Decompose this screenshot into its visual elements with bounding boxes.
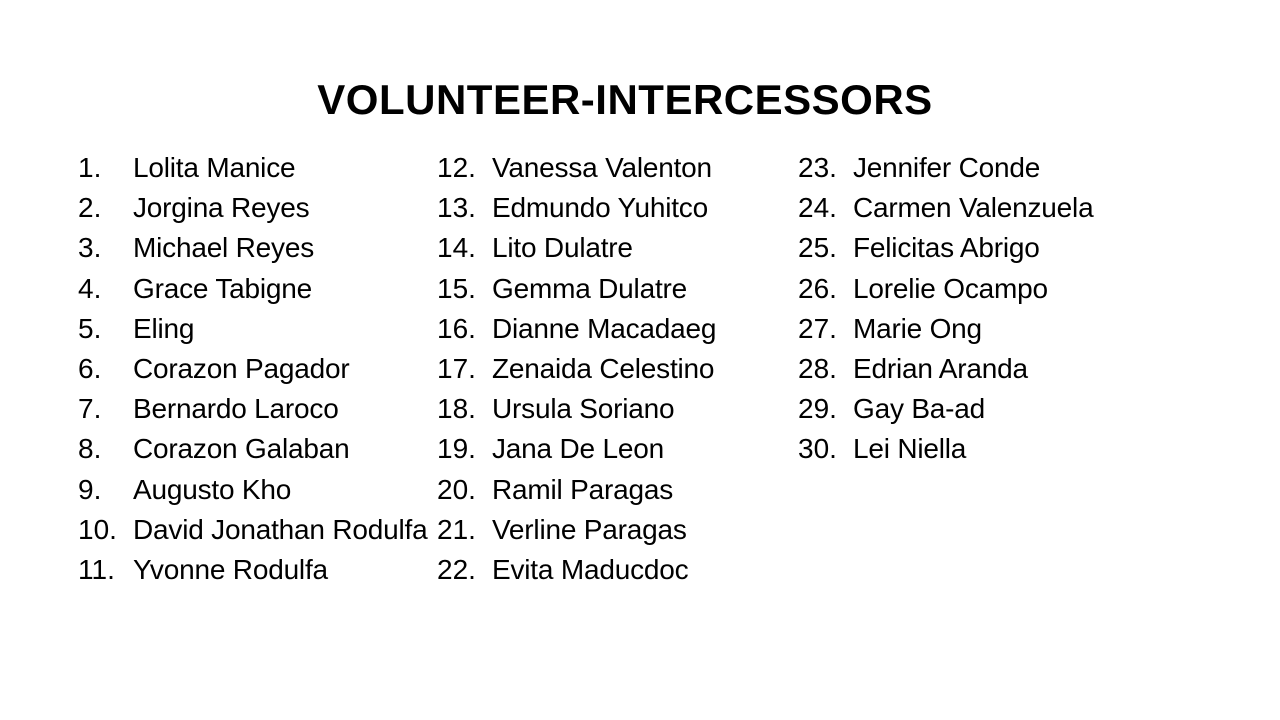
item-name: Edrian Aranda — [853, 352, 1028, 384]
list-item — [78, 429, 427, 469]
list-item — [437, 188, 716, 228]
item-number: 16. — [437, 312, 476, 344]
item-number: 15. — [437, 272, 476, 304]
item-name: Lorelie Ocampo — [853, 272, 1048, 304]
item-name: Eling — [133, 312, 195, 344]
item-name: David Jonathan Rodulfa — [133, 513, 428, 545]
list-item — [78, 510, 427, 550]
item-name: Evita Maducdoc — [492, 553, 689, 585]
item-number: 26. — [798, 272, 837, 304]
name-column-1 — [78, 148, 427, 590]
name-column-2 — [437, 148, 716, 590]
item-number: 28. — [798, 352, 837, 384]
item-name: Vanessa Valenton — [492, 152, 712, 183]
item-number: 18. — [437, 393, 476, 425]
list-item — [78, 269, 427, 309]
item-number: 29. — [798, 393, 837, 425]
item-name: Jorgina Reyes — [133, 192, 310, 224]
name-column-3 — [798, 148, 1093, 470]
list-item — [78, 550, 427, 590]
list-item — [437, 309, 716, 349]
item-name: Marie Ong — [853, 312, 982, 344]
list-item — [437, 550, 716, 590]
item-name: Jana De Leon — [492, 433, 664, 465]
list-item — [437, 228, 716, 268]
item-number: 9. — [78, 473, 102, 505]
item-number: 24. — [798, 192, 837, 224]
item-name: Edmundo Yuhitco — [492, 192, 708, 224]
item-name: Bernardo Laroco — [133, 393, 339, 425]
item-number: 8. — [78, 433, 102, 465]
list-item — [78, 349, 427, 389]
item-name: Dianne Macadaeg — [492, 312, 717, 344]
item-number: 7. — [78, 393, 102, 425]
list-item — [78, 309, 427, 349]
list-item — [437, 429, 716, 469]
page-title: VOLUNTEER-INTERCESSORS — [317, 76, 933, 123]
list-item — [798, 188, 1093, 228]
item-name: Carmen Valenzuela — [853, 192, 1094, 224]
item-number: 6. — [78, 352, 102, 384]
list-item — [78, 228, 427, 268]
item-number: 1. — [78, 152, 102, 183]
list-item — [798, 269, 1093, 309]
item-number: 20. — [437, 473, 476, 505]
list-item — [437, 349, 716, 389]
list-item — [437, 389, 716, 429]
item-name: Corazon Galaban — [133, 433, 350, 465]
item-name: Felicitas Abrigo — [853, 232, 1040, 264]
item-name: Augusto Kho — [133, 473, 292, 505]
list-item — [78, 188, 427, 228]
item-number: 19. — [437, 433, 476, 465]
item-number: 23. — [798, 152, 837, 183]
item-name: Corazon Pagador — [133, 352, 350, 384]
item-number: 14. — [437, 232, 476, 264]
list-item — [437, 148, 716, 188]
item-name: Verline Paragas — [492, 513, 687, 545]
item-name: Lolita Manice — [133, 152, 296, 183]
item-number: 2. — [78, 192, 102, 224]
list-item — [78, 389, 427, 429]
list-item — [78, 470, 427, 510]
list-item — [798, 349, 1093, 389]
item-name: Gay Ba-ad — [853, 393, 986, 425]
item-number: 22. — [437, 553, 476, 585]
list-item — [798, 429, 1093, 469]
item-number: 12. — [437, 152, 476, 183]
item-number: 11. — [78, 553, 115, 585]
item-name: Gemma Dulatre — [492, 272, 688, 304]
item-name: Ursula Soriano — [492, 393, 675, 425]
item-number: 4. — [78, 272, 102, 304]
item-name: Lei Niella — [853, 433, 967, 465]
item-number: 17. — [437, 352, 476, 384]
item-name: Ramil Paragas — [492, 473, 674, 505]
list-item — [798, 309, 1093, 349]
item-name: Lito Dulatre — [492, 232, 633, 264]
list-item — [437, 470, 716, 510]
item-number: 21. — [437, 513, 476, 545]
item-number: 5. — [78, 312, 102, 344]
list-item — [78, 148, 427, 188]
item-number: 30. — [798, 433, 837, 465]
item-number: 25. — [798, 232, 837, 264]
item-number: 13. — [437, 192, 476, 224]
item-name: Zenaida Celestino — [492, 352, 715, 384]
item-name: Michael Reyes — [133, 232, 315, 264]
list-item — [798, 228, 1093, 268]
list-item — [437, 510, 716, 550]
item-name: Grace Tabigne — [133, 272, 313, 304]
list-item — [798, 148, 1093, 188]
item-number: 10. — [78, 513, 117, 545]
item-name: Jennifer Conde — [853, 152, 1041, 183]
item-number: 3. — [78, 232, 102, 264]
list-item — [437, 269, 716, 309]
list-item — [798, 389, 1093, 429]
item-number: 27. — [798, 312, 837, 344]
item-name: Yvonne Rodulfa — [133, 553, 328, 585]
